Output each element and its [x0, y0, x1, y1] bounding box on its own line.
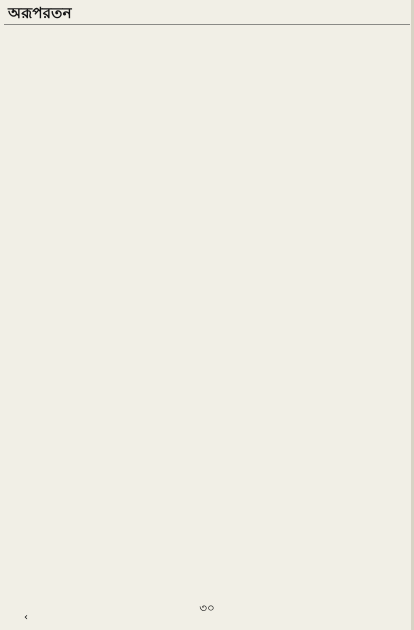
page-number: ৩০	[199, 601, 215, 615]
running-header: অরূপরতন	[8, 4, 72, 22]
margin-mark: ‹	[24, 612, 28, 623]
